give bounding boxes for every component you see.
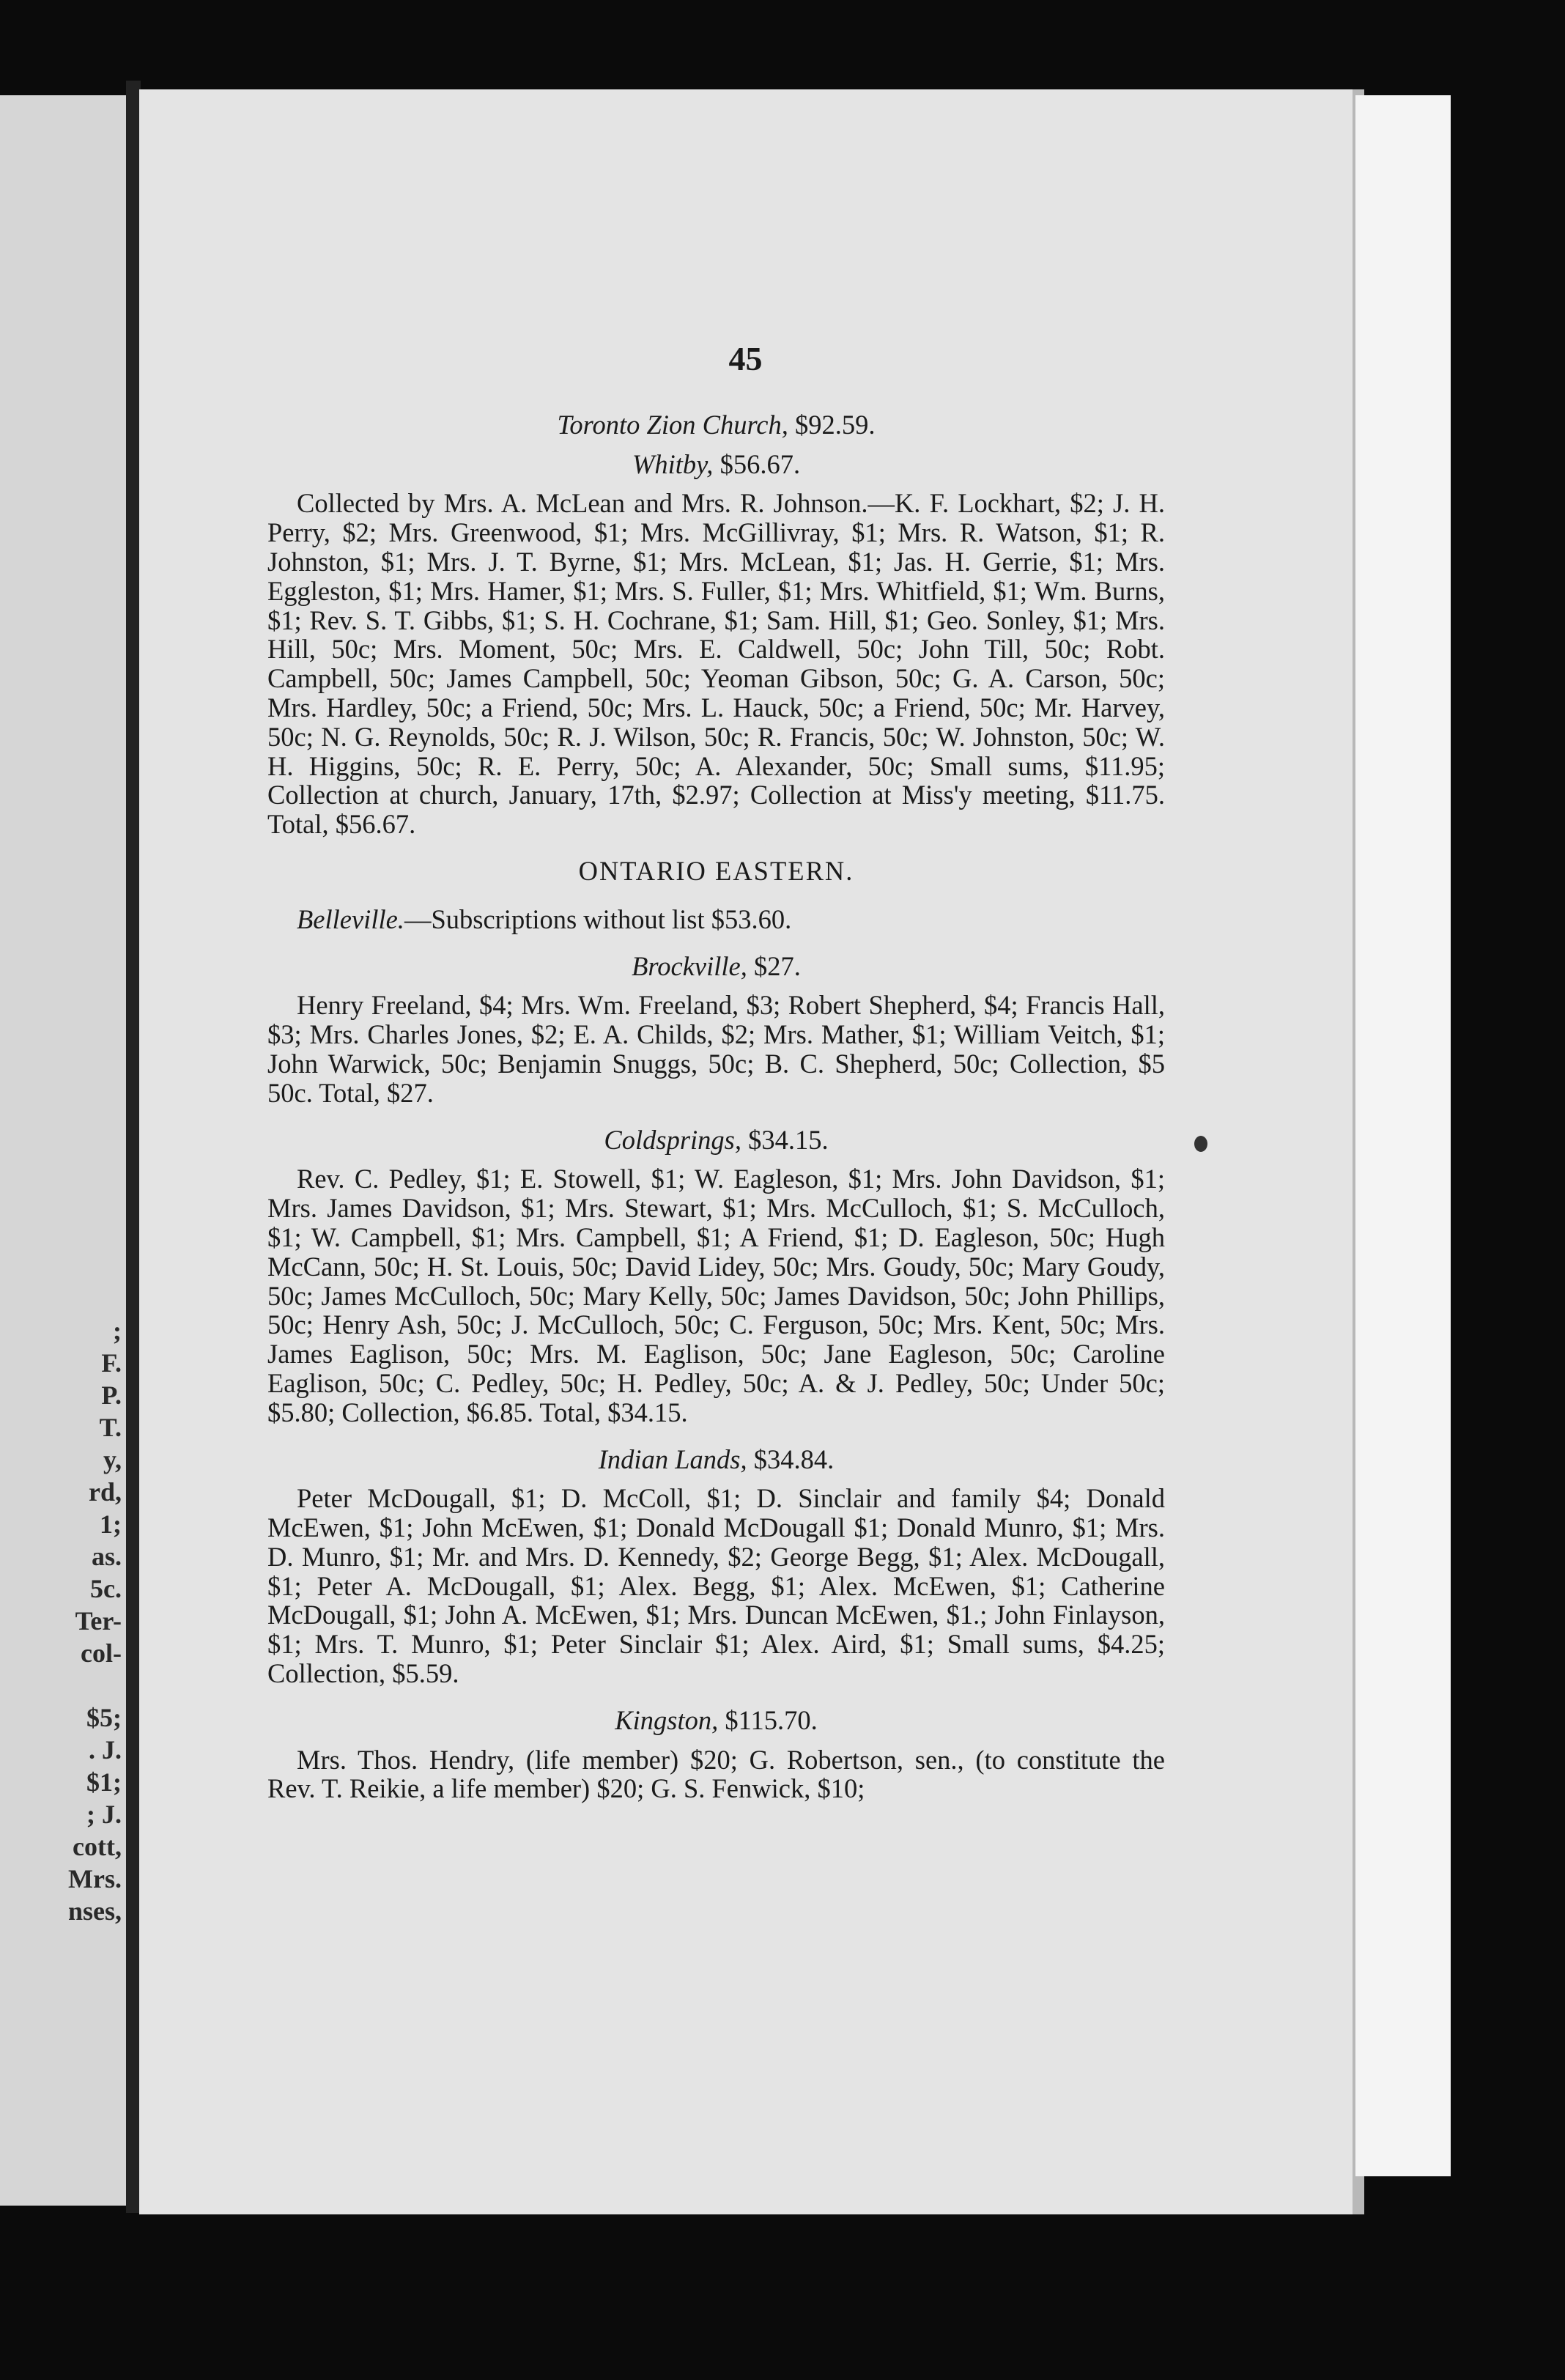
left-page-fragment-line: Mrs. [68, 1864, 122, 1893]
left-page-fragment-line: 1; [100, 1509, 122, 1539]
heading-amount: $34.15. [748, 1124, 829, 1155]
section-body-whitby: Collected by Mrs. A. McLean and Mrs. R. Johnson.—K. F. Lockhart, $2; J. H. Perry, $2; Mrs. Greenwood, $1; Mrs. McGillivray, $1; Mrs. R. Watson, $1; R. Johnston, $1; Mrs. J. T. Byrne, $1; Mrs. McLean, $1; Jas. H. Gerrie, $1; Mrs. Eggleston, $1; Mrs. Hamer, $1; Mrs. S. Fuller, $1; Mrs. Whitfield, $1; Wm. Burns, $1; Rev. S. T. Gibbs, $1; S. H. Cochrane, $1; Sam. Hill, $1; Geo. Sonley, $1; Mrs. Hill, 50c; Mrs. Moment, 50c; Mrs. E. Caldwell, 50c; John Till, 50c; Robt. Campbell, 50c; James Campbell, 50c; Yeoman Gibson, 50c; G. A. Carson, 50c; Mrs. Hardley, 50c; a Friend, 50c; Mrs. L. Hauck, 50c; a Friend, 50c; Mr. Harvey, 50c; N. G. Reynolds, 50c; R. J. Wilson, 50c; R. Francis, 50c; W. Johnston, 50c; W. H. Higgins, 50c; R. E. Perry, 50c; A. Alexander, 50c; Small sums, $11.95; Collection at church, January, 17th, $2.97; Collection at Miss'y meeting, $11.75. Total, $56.67. [267, 488, 1165, 840]
section-body-indian-lands: Peter McDougall, $1; D. McColl, $1; D. Sinclair and family $4; Donald McEwen, $1; John McEwen, $1; Donald McDougall $1; Donald Munro, $1; Mrs. D. Munro, $1; Mr. and Mrs. D. Kennedy, $2; George Begg, $1; Alex. McDougall, $1; Peter A. McDougall, $1; Alex. Begg, $1; Alex. McEwen, $1; Catherine McDougall, $1; John A. McEwen, $1; Mrs. Duncan McEwen, $1.; John Finlayson, $1; Mrs. T. Munro, $1; Peter Sinclair $1; Alex. Aird, $1; Small sums, $4.25; Collection, $5.59. [267, 1483, 1165, 1689]
heading-amount: $92.59. [795, 409, 876, 440]
section-heading-coldsprings [267, 1126, 1165, 1155]
heading-place: Toronto Zion Church, [557, 409, 788, 440]
left-page-fragment-line: rd, [89, 1477, 122, 1507]
section-heading-indian-lands [267, 1445, 1165, 1474]
heading-place: Coldsprings, [604, 1124, 741, 1155]
belleville-text: —Subscriptions without list $53.60. [404, 903, 792, 934]
left-page-fragment-line: Ter- [75, 1606, 122, 1636]
region-title: ONTARIO EASTERN. [578, 855, 854, 886]
left-page-fragment [0, 95, 126, 2206]
ink-speck [1194, 1136, 1207, 1152]
section-heading-kingston [267, 1706, 1165, 1735]
left-page-fragment-line: $1; [86, 1767, 122, 1797]
section-body-kingston: Mrs. Thos. Hendry, (life member) $20; G. Robertson, sen., (to constitute the Rev. T. Reikie, a life member) $20; G. S. Fenwick, $10; [267, 1744, 1165, 1804]
left-page-fragment-line: cott, [73, 1832, 122, 1861]
left-page-fragment-line: . J. [89, 1735, 122, 1764]
heading-place: Indian Lands, [598, 1444, 747, 1474]
left-page-fragment-line: T. [99, 1413, 122, 1442]
page-edge [1355, 95, 1451, 2176]
left-page-fragment-line [34, 1669, 122, 1701]
heading-amount: $34.84. [753, 1444, 835, 1474]
heading-amount: $115.70. [725, 1704, 818, 1735]
section-heading-whitby [267, 450, 1165, 479]
left-page-fragment-line: P. [101, 1381, 122, 1410]
heading-amount: $27. [754, 950, 801, 981]
page-content [267, 340, 1165, 1821]
page-number: 45 [728, 340, 763, 377]
heading-place: Brockville, [632, 950, 747, 981]
left-page-text [34, 1282, 122, 1927]
left-page-fragment-line: ; [113, 1316, 122, 1345]
left-page-fragment-line: nses, [67, 1896, 122, 1926]
belleville-heading: Belleville. [297, 903, 404, 934]
section-body-coldsprings: Rev. C. Pedley, $1; E. Stowell, $1; W. Eagleson, $1; Mrs. John Davidson, $1; Mrs. James Davidson, $1; Mrs. Stewart, $1; Mrs. McCulloch, $1; S. McCulloch, $1; W. Campbell, $1; Mrs. Campbell, $1; A Friend, $1; D. Eagleson, 50c; Hugh McCann, 50c; H. St. Louis, 50c; David Lidey, 50c; Mrs. Goudy, 50c; Mary Goudy, 50c; James McCulloch, 50c; Mary Kelly, 50c; James Davidson, 50c; John Phillips, 50c; Henry Ash, 50c; J. McCulloch, 50c; C. Ferguson, 50c; Mrs. Kent, 50c; Mrs. James Eaglison, 50c; Mrs. M. Eaglison, 50c; Jane Eagleson, 50c; Caroline Eaglison, 50c; C. Pedley, 50c; H. Pedley, 50c; A. & J. Pedley, 50c; Under 50c; $5.80; Collection, $6.85. Total, $34.15. [267, 1164, 1165, 1427]
left-page-fragment-line: as. [91, 1542, 122, 1571]
section-body-brockville: Henry Freeland, $4; Mrs. Wm. Freeland, $3; Robert Shepherd, $4; Francis Hall, $3; Mrs. Charles Jones, $2; E. A. Childs, $2; Mrs. Mather, $1; William Veitch, $1; John Warwick, 50c; Benjamin Snuggs, 50c; B. C. Shepherd, 50c; Collection, $5 50c. Total, $27. [267, 990, 1165, 1108]
belleville-entry [267, 905, 1165, 934]
left-page-fragment-line: 5c. [90, 1574, 122, 1603]
heading-amount: $56.67. [719, 448, 801, 479]
left-page-fragment-line: F. [101, 1348, 122, 1378]
left-page-fragment-line [34, 1282, 122, 1315]
section-heading-brockville [267, 952, 1165, 981]
left-page-fragment-line: $5; [86, 1703, 122, 1732]
heading-place: Kingston, [615, 1704, 719, 1735]
book-gutter [126, 81, 141, 2213]
left-page-fragment-line: y, [103, 1445, 122, 1474]
heading-place: Whitby, [632, 448, 714, 479]
section-heading-toronto [267, 410, 1165, 440]
left-page-fragment-line: col- [81, 1638, 122, 1668]
left-page-fragment-line: ; J. [86, 1800, 122, 1829]
